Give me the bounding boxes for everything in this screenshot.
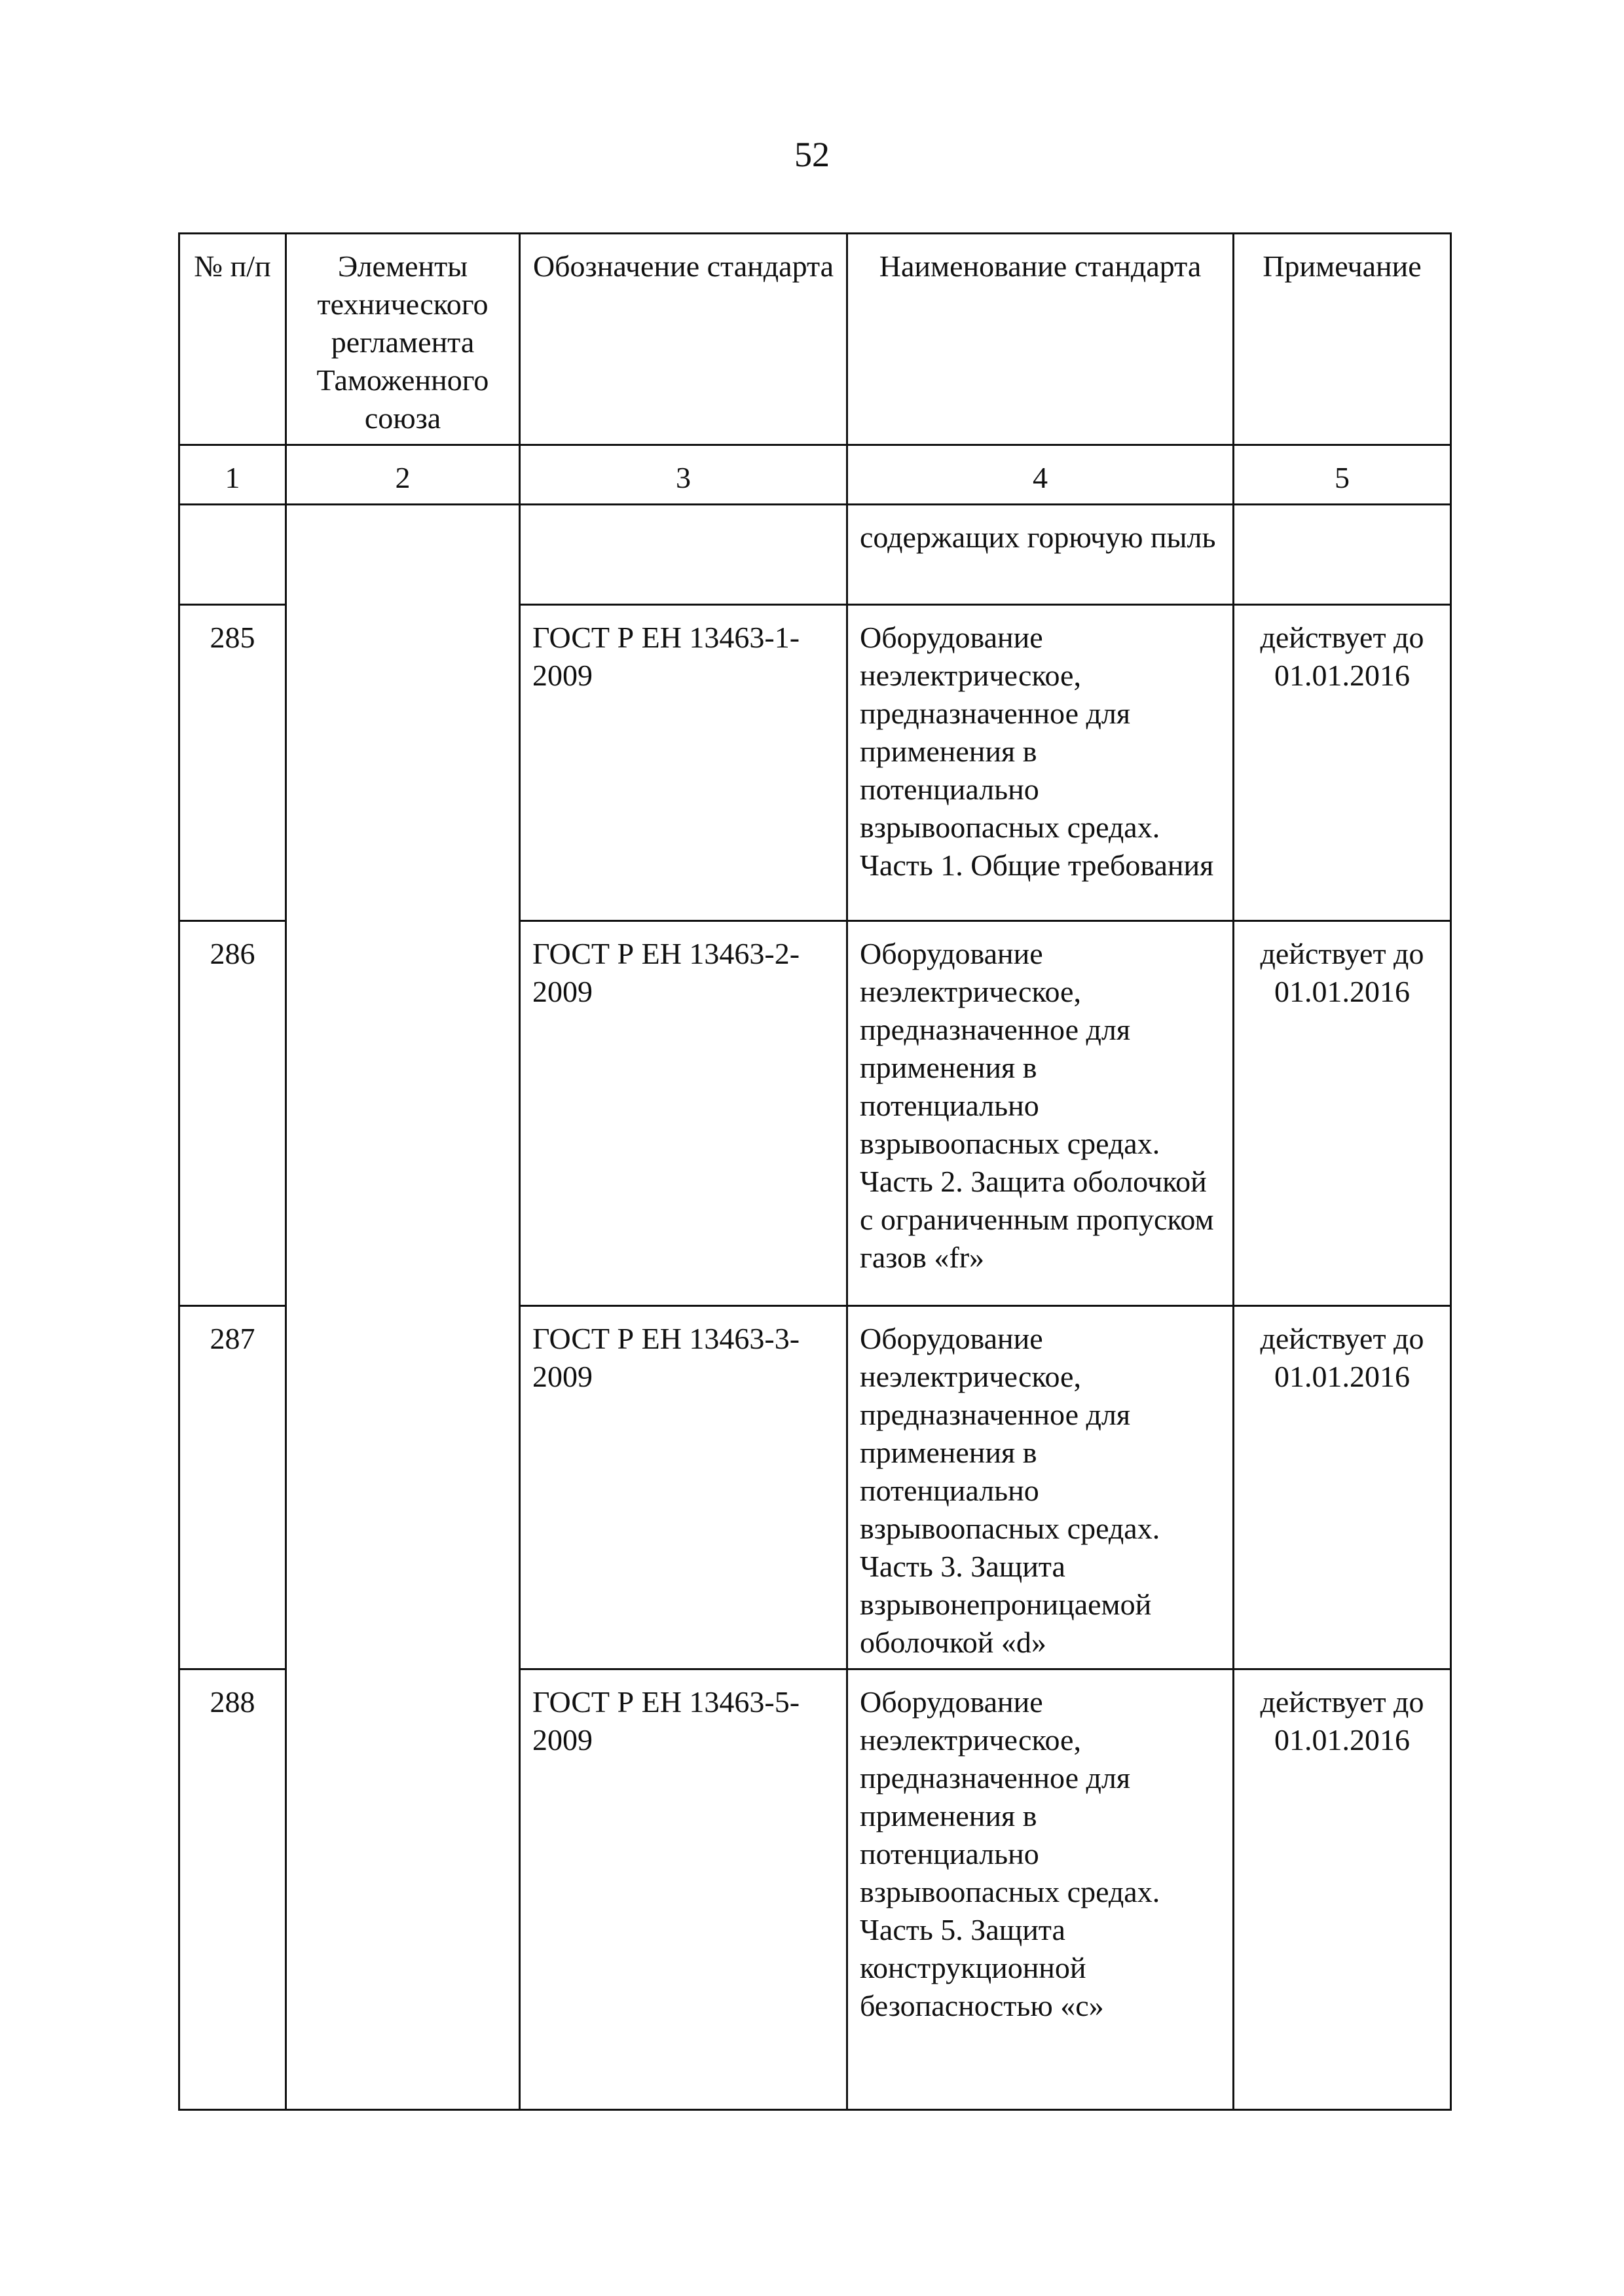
continuation-designation-cell — [520, 505, 847, 605]
header-num: № п/п — [179, 234, 286, 445]
column-number: 4 — [847, 445, 1234, 505]
row-note: действует до 01.01.2016 — [1234, 1306, 1451, 1669]
column-number: 2 — [286, 445, 520, 505]
row-name: Оборудование неэлектрическое, предназначенное для применения в потенциально взрывоопасных средах. Часть 5. Защита конструкционной безопасностью «c» — [847, 1669, 1234, 2110]
header-name: Наименование стандарта — [847, 234, 1234, 445]
continuation-note-cell — [1234, 505, 1451, 605]
elements-merged-cell — [286, 505, 520, 2110]
row-num: 285 — [179, 605, 286, 921]
row-designation: ГОСТ Р ЕН 13463-3-2009 — [520, 1306, 847, 1669]
header-elements: Элементы технического регламента Таможенного союза — [286, 234, 520, 445]
row-name: Оборудование неэлектрическое, предназначенное для применения в потенциально взрывоопасных средах. Часть 3. Защита взрывонепроницаемой оболочкой «d» — [847, 1306, 1234, 1669]
table-header-row — [179, 234, 1451, 445]
continuation-num-cell — [179, 505, 286, 605]
column-number: 5 — [1234, 445, 1451, 505]
row-note: действует до 01.01.2016 — [1234, 605, 1451, 921]
continuation-row — [179, 505, 1451, 605]
row-designation: ГОСТ Р ЕН 13463-1-2009 — [520, 605, 847, 921]
row-designation: ГОСТ Р ЕН 13463-5-2009 — [520, 1669, 847, 2110]
row-num: 288 — [179, 1669, 286, 2110]
column-number: 3 — [520, 445, 847, 505]
page-number: 52 — [794, 135, 830, 174]
column-number: 1 — [179, 445, 286, 505]
header-designation: Обозначение стандарта — [520, 234, 847, 445]
header-note: Примечание — [1234, 234, 1451, 445]
row-note: действует до 01.01.2016 — [1234, 921, 1451, 1306]
standards-table — [178, 232, 1452, 2111]
continuation-name: содержащих горючую пыль — [847, 505, 1234, 605]
row-num: 286 — [179, 921, 286, 1306]
column-number-row — [179, 445, 1451, 505]
row-designation: ГОСТ Р ЕН 13463-2-2009 — [520, 921, 847, 1306]
row-name: Оборудование неэлектрическое, предназначенное для применения в потенциально взрывоопасных средах. Часть 2. Защита оболочкой с ограниченным пропуском газов «fr» — [847, 921, 1234, 1306]
row-num: 287 — [179, 1306, 286, 1669]
row-name: Оборудование неэлектрическое, предназначенное для применения в потенциально взрывоопасных средах. Часть 1. Общие требования — [847, 605, 1234, 921]
row-note: действует до 01.01.2016 — [1234, 1669, 1451, 2110]
